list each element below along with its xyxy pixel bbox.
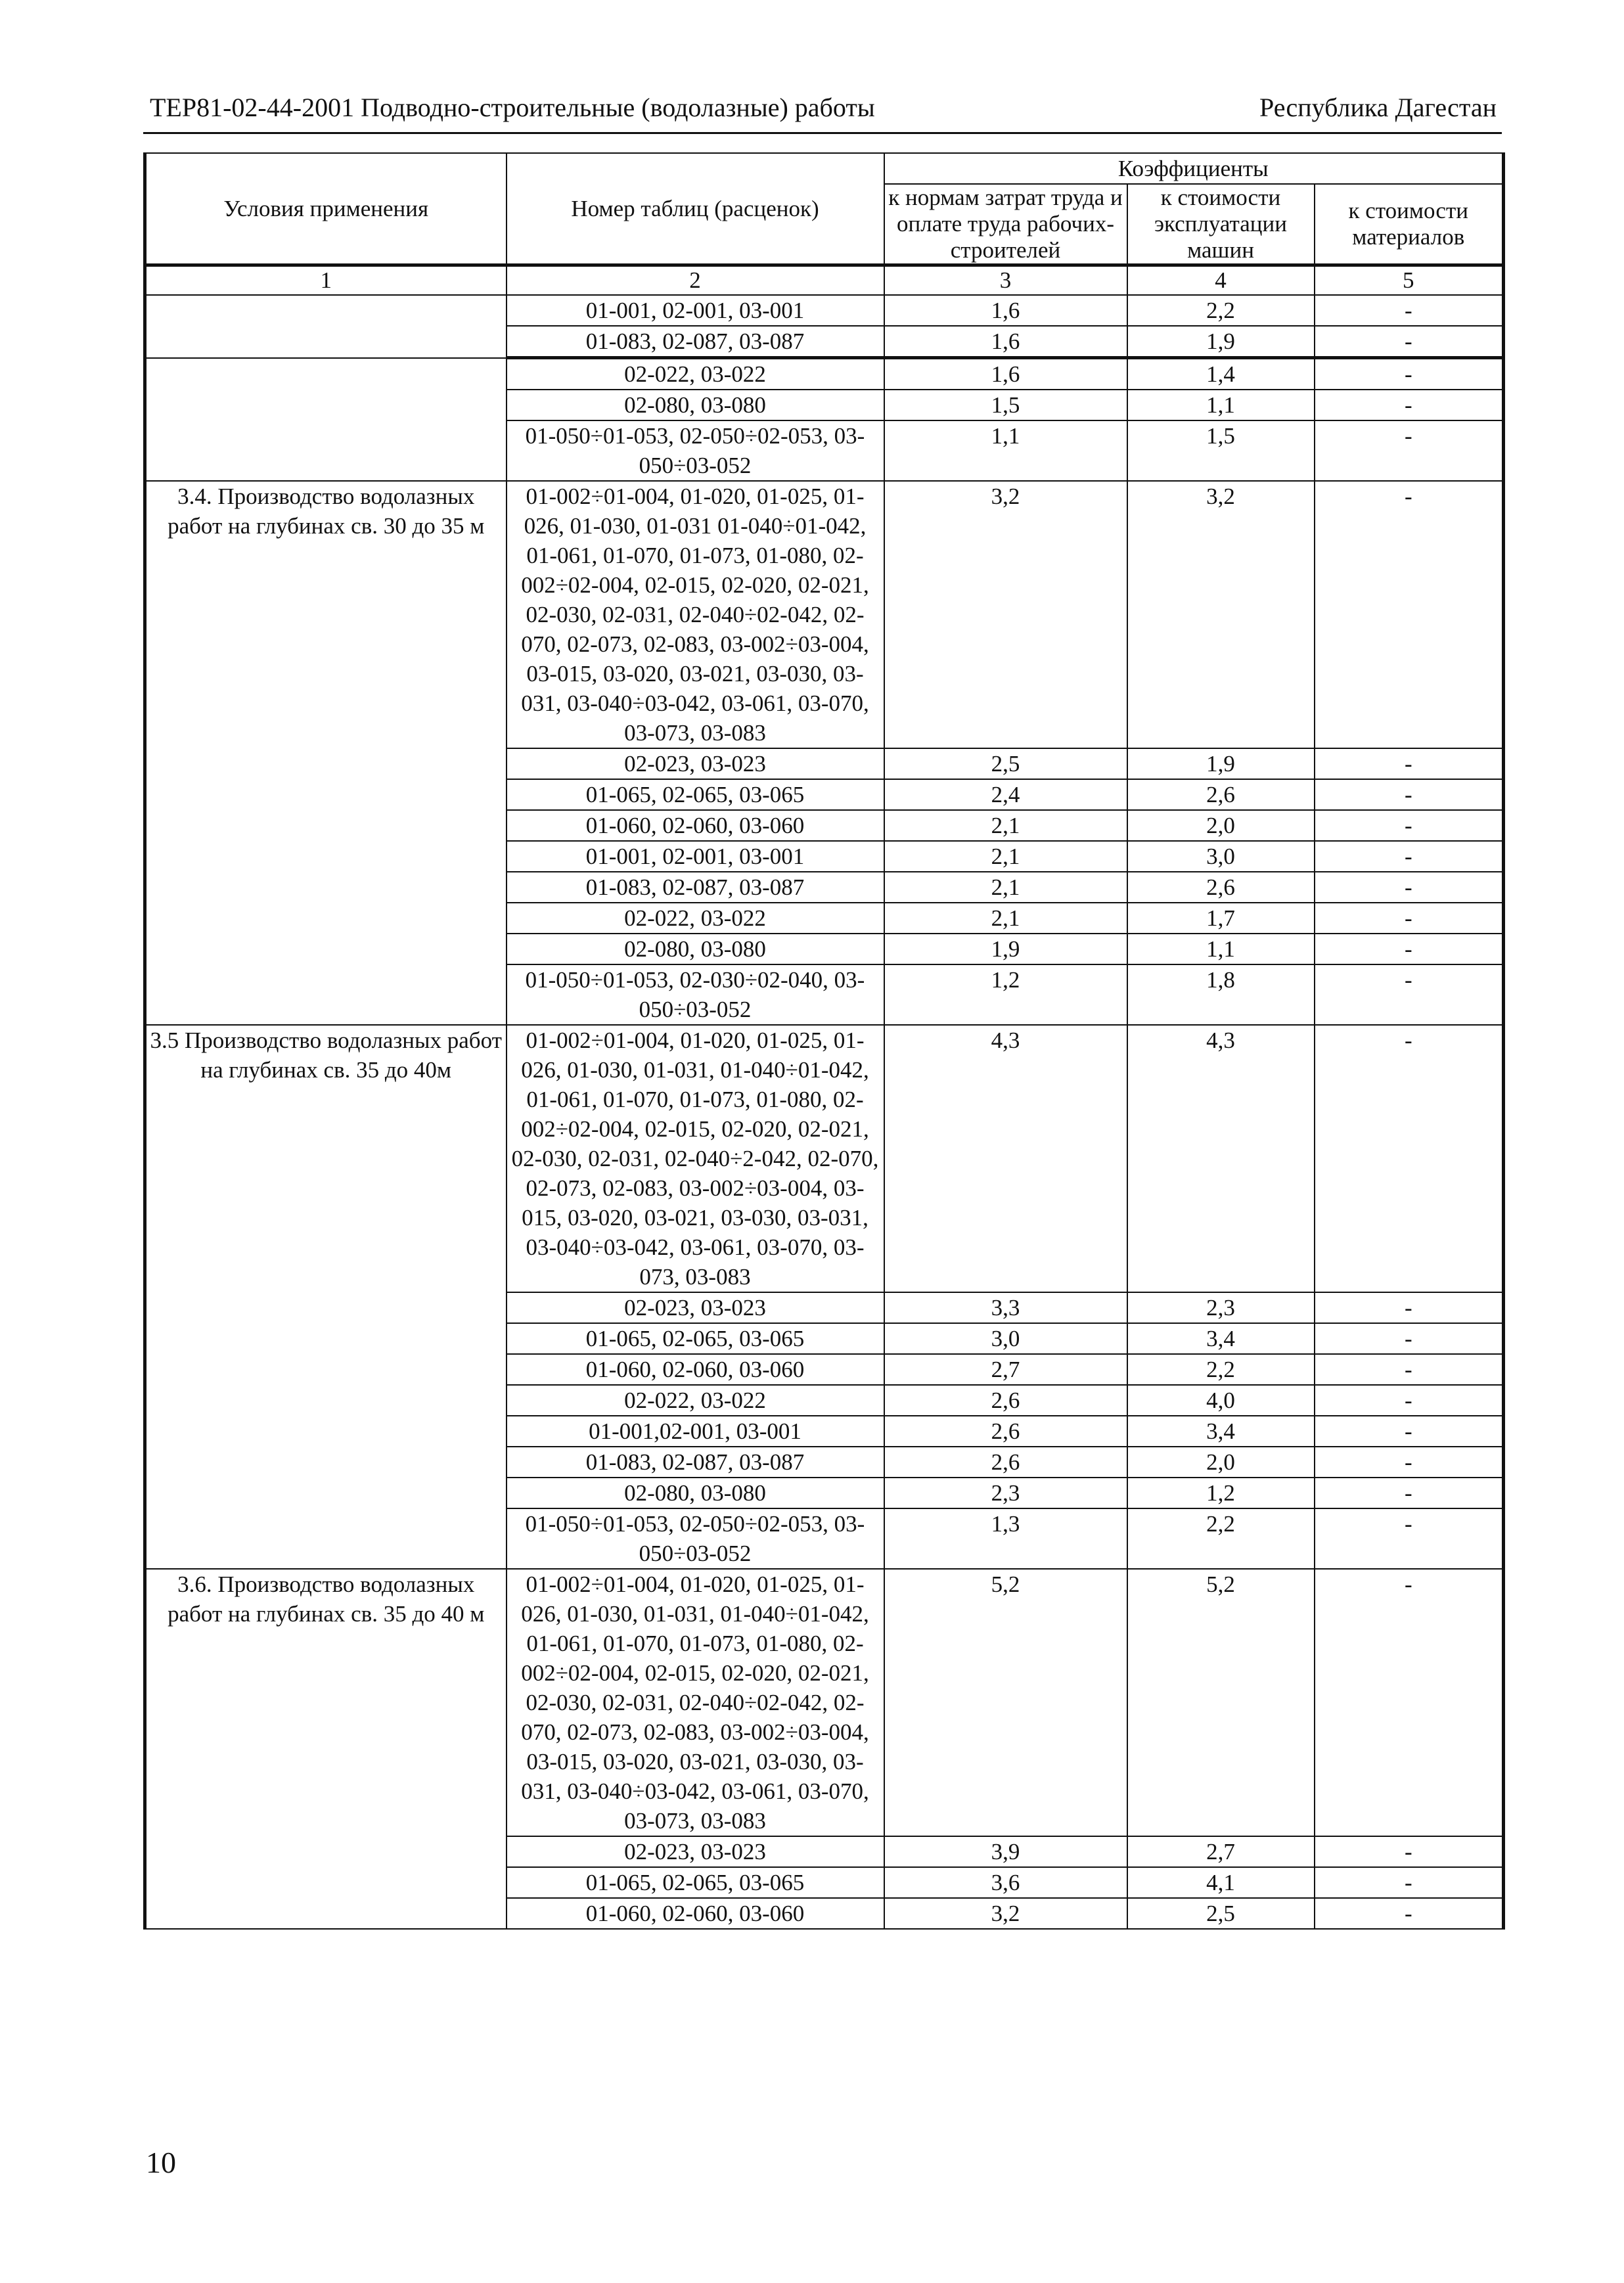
table-numbers-cell: 01-001,02-001, 03-001 bbox=[507, 1416, 884, 1447]
column-header-conditions: Условия применения bbox=[145, 153, 507, 265]
table-numbers-cell: 01-002÷01-004, 01-020, 01-025, 01-026, 01-030, 01-031, 01-040÷01-042, 01-061, 01-070, 01-073, 01-080, 02-002÷02-004, 02-015, 02-020, 02-021, 02-030, 02-031, 02-040÷2-042, 02-070, 02-073, 02-083, 03-002÷03-004, 03-015, 03-020, 03-021, 03-030, 03-031, 03-040÷03-042, 03-061, 03-070, 03-073, 03-083 bbox=[507, 1025, 884, 1292]
machines-coefficient-cell: 4,3 bbox=[1127, 1025, 1315, 1292]
labor-coefficient-cell: 3,2 bbox=[884, 1898, 1127, 1929]
table-numbers-cell: 02-080, 03-080 bbox=[507, 1478, 884, 1508]
column-number: 1 bbox=[145, 265, 507, 296]
materials-coefficient-cell: - bbox=[1315, 810, 1504, 841]
materials-coefficient-cell: - bbox=[1315, 903, 1504, 934]
machines-coefficient-cell: 4,0 bbox=[1127, 1385, 1315, 1416]
labor-coefficient-cell: 1,9 bbox=[884, 934, 1127, 964]
table-row bbox=[145, 358, 1504, 390]
table-numbers-cell: 01-002÷01-004, 01-020, 01-025, 01-026, 01-030, 01-031, 01-040÷01-042, 01-061, 01-070, 01-073, 01-080, 02-002÷02-004, 02-015, 02-020, 02-021, 02-030, 02-031, 02-040÷02-042, 02-070, 02-073, 02-083, 03-002÷03-004, 03-015, 03-020, 03-021, 03-030, 03-031, 03-040÷03-042, 03-061, 03-070, 03-073, 03-083 bbox=[507, 1569, 884, 1836]
materials-coefficient-cell: - bbox=[1315, 841, 1504, 872]
labor-coefficient-cell: 1,3 bbox=[884, 1508, 1127, 1569]
table-numbers-cell: 02-022, 03-022 bbox=[507, 358, 884, 390]
materials-coefficient-cell: - bbox=[1315, 326, 1504, 358]
machines-coefficient-cell: 3,4 bbox=[1127, 1416, 1315, 1447]
materials-coefficient-cell: - bbox=[1315, 295, 1504, 326]
table-numbers-cell: 01-060, 02-060, 03-060 bbox=[507, 1898, 884, 1929]
materials-coefficient-cell: - bbox=[1315, 748, 1504, 779]
coefficients-table bbox=[143, 152, 1505, 1930]
materials-coefficient-cell: - bbox=[1315, 481, 1504, 748]
labor-coefficient-cell: 2,7 bbox=[884, 1354, 1127, 1385]
labor-coefficient-cell: 4,3 bbox=[884, 1025, 1127, 1292]
materials-coefficient-cell: - bbox=[1315, 934, 1504, 964]
table-head bbox=[145, 153, 1504, 295]
table-row bbox=[145, 1025, 1504, 1292]
machines-coefficient-cell: 2,5 bbox=[1127, 1898, 1315, 1929]
table-numbers-cell: 01-050÷01-053, 02-050÷02-053, 03-050÷03-052 bbox=[507, 420, 884, 481]
labor-coefficient-cell: 3,3 bbox=[884, 1292, 1127, 1323]
column-header-coefficients: Коэффициенты bbox=[884, 153, 1504, 184]
machines-coefficient-cell: 1,1 bbox=[1127, 934, 1315, 964]
materials-coefficient-cell: - bbox=[1315, 390, 1504, 420]
running-header bbox=[143, 92, 1502, 138]
column-number: 3 bbox=[884, 265, 1127, 296]
table-numbers-cell: 02-080, 03-080 bbox=[507, 934, 884, 964]
machines-coefficient-cell: 2,7 bbox=[1127, 1836, 1315, 1867]
machines-coefficient-cell: 2,0 bbox=[1127, 810, 1315, 841]
labor-coefficient-cell: 3,0 bbox=[884, 1323, 1127, 1354]
column-header-materials: к стоимости материалов bbox=[1315, 184, 1504, 265]
materials-coefficient-cell: - bbox=[1315, 420, 1504, 481]
region-name: Республика Дагестан bbox=[1259, 93, 1497, 122]
materials-coefficient-cell: - bbox=[1315, 1478, 1504, 1508]
condition-cell: 3.6. Производство водолазных работ на глубинах св. 35 до 40 м bbox=[145, 1569, 507, 1929]
labor-coefficient-cell: 2,1 bbox=[884, 841, 1127, 872]
column-number: 4 bbox=[1127, 265, 1315, 296]
machines-coefficient-cell: 1,2 bbox=[1127, 1478, 1315, 1508]
machines-coefficient-cell: 1,9 bbox=[1127, 326, 1315, 358]
table-body bbox=[145, 295, 1504, 1929]
labor-coefficient-cell: 5,2 bbox=[884, 1569, 1127, 1836]
table-numbers-cell: 02-023, 03-023 bbox=[507, 748, 884, 779]
labor-coefficient-cell: 3,6 bbox=[884, 1867, 1127, 1898]
table-row bbox=[145, 295, 1504, 326]
materials-coefficient-cell: - bbox=[1315, 1385, 1504, 1416]
labor-coefficient-cell: 1,5 bbox=[884, 390, 1127, 420]
table-numbers-cell: 02-023, 03-023 bbox=[507, 1292, 884, 1323]
machines-coefficient-cell: 4,1 bbox=[1127, 1867, 1315, 1898]
materials-coefficient-cell: - bbox=[1315, 964, 1504, 1025]
table-numbers-cell: 01-060, 02-060, 03-060 bbox=[507, 810, 884, 841]
materials-coefficient-cell: - bbox=[1315, 1867, 1504, 1898]
labor-coefficient-cell: 2,5 bbox=[884, 748, 1127, 779]
labor-coefficient-cell: 2,3 bbox=[884, 1478, 1127, 1508]
materials-coefficient-cell: - bbox=[1315, 1025, 1504, 1292]
machines-coefficient-cell: 2,2 bbox=[1127, 1508, 1315, 1569]
table-numbers-cell: 01-083, 02-087, 03-087 bbox=[507, 326, 884, 358]
table-numbers-cell: 01-002÷01-004, 01-020, 01-025, 01-026, 01-030, 01-031 01-040÷01-042, 01-061, 01-070, 01-073, 01-080, 02-002÷02-004, 02-015, 02-020, 02-021, 02-030, 02-031, 02-040÷02-042, 02-070, 02-073, 02-083, 03-002÷03-004, 03-015, 03-020, 03-021, 03-030, 03-031, 03-040÷03-042, 03-061, 03-070, 03-073, 03-083 bbox=[507, 481, 884, 748]
materials-coefficient-cell: - bbox=[1315, 1323, 1504, 1354]
labor-coefficient-cell: 2,6 bbox=[884, 1447, 1127, 1478]
condition-cell bbox=[145, 358, 507, 482]
column-header-machines: к стоимости эксплуатации машин bbox=[1127, 184, 1315, 265]
materials-coefficient-cell: - bbox=[1315, 1508, 1504, 1569]
machines-coefficient-cell: 2,0 bbox=[1127, 1447, 1315, 1478]
materials-coefficient-cell: - bbox=[1315, 358, 1504, 390]
labor-coefficient-cell: 1,6 bbox=[884, 295, 1127, 326]
labor-coefficient-cell: 1,6 bbox=[884, 326, 1127, 358]
document-title: ТЕР81-02-44-2001 Подводно-строительные (водолазные) работы bbox=[150, 93, 875, 122]
table-row bbox=[145, 481, 1504, 748]
labor-coefficient-cell: 2,1 bbox=[884, 903, 1127, 934]
table-numbers-cell: 01-083, 02-087, 03-087 bbox=[507, 872, 884, 903]
machines-coefficient-cell: 2,6 bbox=[1127, 779, 1315, 810]
condition-cell: 3.4. Производство водолазных работ на глубинах св. 30 до 35 м bbox=[145, 481, 507, 1025]
labor-coefficient-cell: 2,6 bbox=[884, 1416, 1127, 1447]
table-numbers-cell: 01-050÷01-053, 02-050÷02-053, 03-050÷03-052 bbox=[507, 1508, 884, 1569]
materials-coefficient-cell: - bbox=[1315, 1898, 1504, 1929]
table-numbers-cell: 01-050÷01-053, 02-030÷02-040, 03-050÷03-052 bbox=[507, 964, 884, 1025]
materials-coefficient-cell: - bbox=[1315, 872, 1504, 903]
labor-coefficient-cell: 3,2 bbox=[884, 481, 1127, 748]
materials-coefficient-cell: - bbox=[1315, 779, 1504, 810]
materials-coefficient-cell: - bbox=[1315, 1836, 1504, 1867]
machines-coefficient-cell: 1,9 bbox=[1127, 748, 1315, 779]
table-numbers-cell: 02-023, 03-023 bbox=[507, 1836, 884, 1867]
machines-coefficient-cell: 2,2 bbox=[1127, 1354, 1315, 1385]
condition-cell bbox=[145, 295, 507, 358]
machines-coefficient-cell: 1,1 bbox=[1127, 390, 1315, 420]
table-row bbox=[145, 1569, 1504, 1836]
table-numbers-cell: 01-065, 02-065, 03-065 bbox=[507, 1323, 884, 1354]
labor-coefficient-cell: 2,1 bbox=[884, 872, 1127, 903]
machines-coefficient-cell: 1,5 bbox=[1127, 420, 1315, 481]
materials-coefficient-cell: - bbox=[1315, 1292, 1504, 1323]
header-divider bbox=[143, 132, 1502, 134]
table-numbers-cell: 02-022, 03-022 bbox=[507, 1385, 884, 1416]
machines-coefficient-cell: 1,4 bbox=[1127, 358, 1315, 390]
column-number: 2 bbox=[507, 265, 884, 296]
machines-coefficient-cell: 3,2 bbox=[1127, 481, 1315, 748]
machines-coefficient-cell: 2,3 bbox=[1127, 1292, 1315, 1323]
machines-coefficient-cell: 5,2 bbox=[1127, 1569, 1315, 1836]
machines-coefficient-cell: 2,2 bbox=[1127, 295, 1315, 326]
column-header-table-numbers: Номер таблиц (расценок) bbox=[507, 153, 884, 265]
labor-coefficient-cell: 2,6 bbox=[884, 1385, 1127, 1416]
materials-coefficient-cell: - bbox=[1315, 1447, 1504, 1478]
machines-coefficient-cell: 3,4 bbox=[1127, 1323, 1315, 1354]
machines-coefficient-cell: 3,0 bbox=[1127, 841, 1315, 872]
labor-coefficient-cell: 2,4 bbox=[884, 779, 1127, 810]
labor-coefficient-cell: 1,6 bbox=[884, 358, 1127, 390]
labor-coefficient-cell: 2,1 bbox=[884, 810, 1127, 841]
page-number: 10 bbox=[146, 2146, 176, 2179]
table-numbers-cell: 01-065, 02-065, 03-065 bbox=[507, 779, 884, 810]
materials-coefficient-cell: - bbox=[1315, 1569, 1504, 1836]
machines-coefficient-cell: 1,7 bbox=[1127, 903, 1315, 934]
condition-cell: 3.5 Производство водолазных работ на глубинах св. 35 до 40м bbox=[145, 1025, 507, 1569]
materials-coefficient-cell: - bbox=[1315, 1416, 1504, 1447]
labor-coefficient-cell: 1,1 bbox=[884, 420, 1127, 481]
table-numbers-cell: 01-060, 02-060, 03-060 bbox=[507, 1354, 884, 1385]
table-numbers-cell: 02-080, 03-080 bbox=[507, 390, 884, 420]
table-numbers-cell: 01-083, 02-087, 03-087 bbox=[507, 1447, 884, 1478]
table-numbers-cell: 01-001, 02-001, 03-001 bbox=[507, 295, 884, 326]
table-numbers-cell: 02-022, 03-022 bbox=[507, 903, 884, 934]
machines-coefficient-cell: 2,6 bbox=[1127, 872, 1315, 903]
table-numbers-cell: 01-065, 02-065, 03-065 bbox=[507, 1867, 884, 1898]
column-number: 5 bbox=[1315, 265, 1504, 296]
table-numbers-cell: 01-001, 02-001, 03-001 bbox=[507, 841, 884, 872]
materials-coefficient-cell: - bbox=[1315, 1354, 1504, 1385]
machines-coefficient-cell: 1,8 bbox=[1127, 964, 1315, 1025]
column-header-labor: к нормам затрат труда и оплате труда рабочих-строителей bbox=[884, 184, 1127, 265]
labor-coefficient-cell: 3,9 bbox=[884, 1836, 1127, 1867]
labor-coefficient-cell: 1,2 bbox=[884, 964, 1127, 1025]
